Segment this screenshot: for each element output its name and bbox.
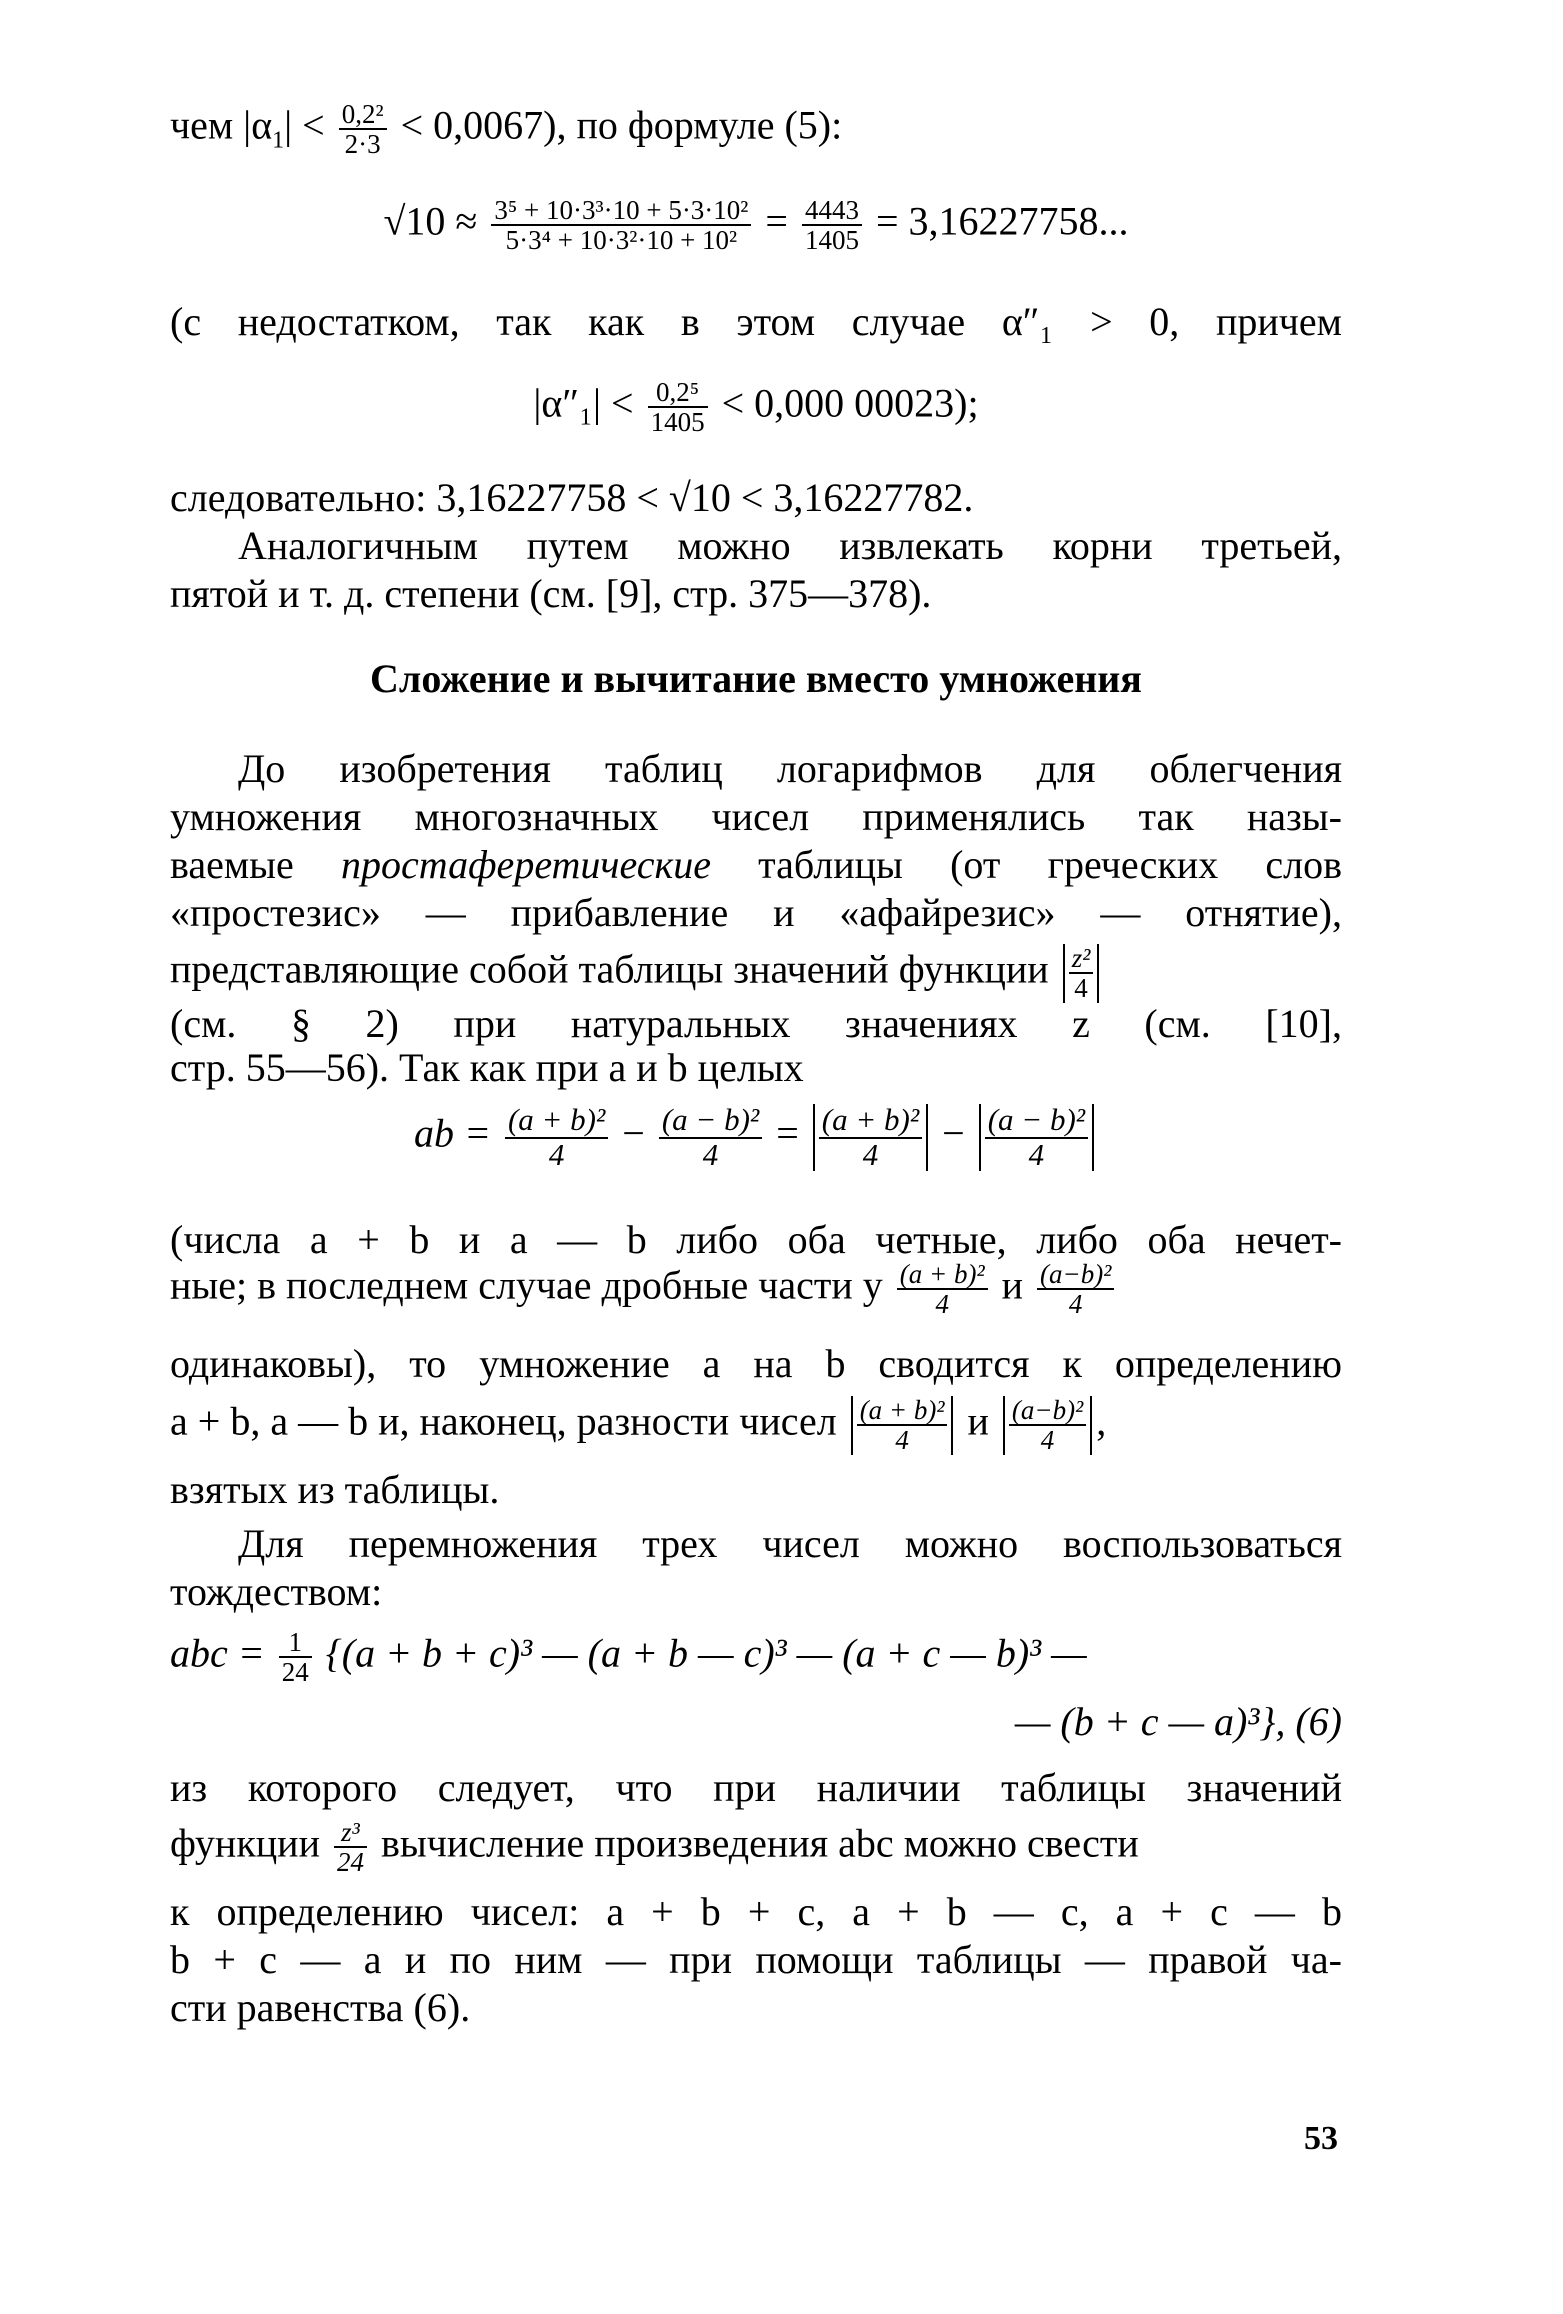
text-fragment: = (765, 198, 788, 244)
text-line: (см. § 2) при натуральных значениях z (см. [10], (170, 1001, 1342, 1046)
fraction: $\frac{\text{(a + b)²}}{4}$ (505, 1104, 608, 1171)
text-line: Для перемножения трех чисел можно воспользоваться (238, 1521, 1342, 1566)
italic-term: простаферетические (341, 842, 711, 887)
text-line: (числа a + b и a — b либо оба четные, либо оба нечет- (170, 1217, 1342, 1262)
fraction: $\frac{\text{3⁵ + 10·3³·10 + 5·3·10²}}{\text{5·3⁴ + 10·3²·10 + 10²}}$ (491, 196, 751, 255)
text-fragment: < 0,000 00023); (721, 380, 979, 426)
bracket-expression: $\frac{\text{z²}}{4}$ (1063, 944, 1100, 1003)
text-line: До изобретения таблиц логарифмов для облегчения (238, 746, 1342, 791)
text-line: тождеством: (170, 1569, 383, 1614)
bracket-expression: $\frac{\text{(a + b)²}}{4}$ (851, 1396, 954, 1455)
text-fragment: < 0,0067), по формуле (5): (400, 102, 843, 148)
text-line: одинаковы), то умножение a на b сводится к определению (170, 1341, 1342, 1386)
text-fragment: функции (170, 1820, 320, 1866)
subscript: 1 (272, 127, 285, 154)
text-fragment: = 3,16227758... (875, 198, 1129, 244)
fraction: $\frac{\text{(a − b)²}}{4}$ (659, 1104, 762, 1171)
text-line (170, 1396, 1342, 1455)
bracket-expression: $\frac{\text{(a−b)²}}{4}$ (1003, 1396, 1092, 1455)
text-line (170, 841, 1342, 889)
text-line: b + c — a и по ним — при помощи таблицы — правой ча- (170, 1937, 1342, 1982)
text-fragment: − (622, 1110, 645, 1156)
text-fragment: − (942, 1110, 965, 1156)
text-line: «простезис» — прибавление и «афайрезис» — отнятие), (170, 890, 1342, 935)
bracket-expression: $\frac{\text{(a + b)²}}{4}$ (813, 1104, 928, 1171)
text-fragment: представляющие собой таблицы значений функции (170, 946, 1049, 992)
text-line: к определению чисел: a + b + c, a + b — c, a + c — b (170, 1889, 1342, 1934)
text-line (170, 1260, 1342, 1319)
text-line: стр. 55—56). Так как при a и b целых (170, 1045, 804, 1090)
page-number: 53 (1304, 2120, 1338, 2157)
text-line (170, 1818, 1342, 1877)
fraction: $\frac{1}{24}$ (279, 1628, 312, 1687)
inequality-line (170, 378, 1342, 437)
equation-abc (170, 1628, 1342, 1687)
equation-sqrt10 (170, 196, 1342, 255)
fraction: $\frac{\text{(a−b)²}}{4}$ (1037, 1260, 1114, 1319)
text-line: следовательно: 3,16227758 < √10 < 3,16227782. (170, 475, 974, 520)
text-line: сти равенства (6). (170, 1985, 471, 2030)
text-fragment: таблицы (от греческих слов (758, 842, 1343, 887)
text-fragment: ≈ (455, 198, 478, 244)
text-line: пятой и т. д. степени (см. [9], стр. 375—378). (170, 571, 932, 616)
text-fragment: вычисление произведения abc можно свести (380, 1820, 1139, 1866)
text-fragment: | < (284, 102, 325, 148)
text-line: умножения многозначных чисел применялись так назы- (170, 794, 1342, 839)
section-heading: Сложение и вычитание вместо умножения (370, 656, 1142, 701)
text-fragment: {(a + b + c)³ — (a + b — c)³ — (a + c — b)³ — (325, 1630, 1087, 1676)
text-fragment: |α″₁| < (533, 380, 634, 426)
bracket-expression: $\frac{\text{(a − b)²}}{4}$ (979, 1104, 1094, 1171)
text-fragment: = (776, 1110, 799, 1156)
text-fragment: ab = (413, 1110, 491, 1156)
text-fragment: ные; в последнем случае дробные части у (170, 1262, 883, 1308)
text-line: из которого следует, что при наличии таблицы значений (170, 1765, 1342, 1810)
text-line: Аналогичным путем можно извлекать корни третьей, (238, 523, 1342, 568)
text-fragment: abc = (170, 1630, 265, 1676)
text-fragment: ваемые (170, 842, 294, 887)
text-line (170, 944, 1342, 1003)
text-fragment: , (1096, 1398, 1107, 1444)
text-fragment: и (967, 1398, 989, 1444)
fraction: $\frac{\text{(a + b)²}}{4}$ (897, 1260, 988, 1319)
text-fragment: и (1001, 1262, 1023, 1308)
fraction: $\frac{\text{0,2²}}{2\cdot 3}$ (339, 100, 387, 159)
text-line (170, 100, 1342, 165)
fraction: $\frac{\text{z³}}{24}$ (334, 1818, 367, 1877)
fraction: $\frac{\text{0,2⁵}}{1405}$ (648, 378, 708, 437)
equation-ab (170, 1104, 1342, 1171)
text-line: взятых из таблицы. (170, 1467, 500, 1512)
radical: √10 (383, 198, 446, 244)
text-fragment: a + b, a — b и, наконец, разности чисел (170, 1398, 837, 1444)
text-line: (с недостатком, так как в этом случае α″₁ > 0, причем (170, 299, 1342, 344)
text-fragment: чем |α (170, 102, 273, 148)
equation-abc-cont: — (b + c — a)³}, (6) (1014, 1699, 1342, 1744)
fraction: $\frac{4443}{1405}$ (802, 196, 862, 255)
